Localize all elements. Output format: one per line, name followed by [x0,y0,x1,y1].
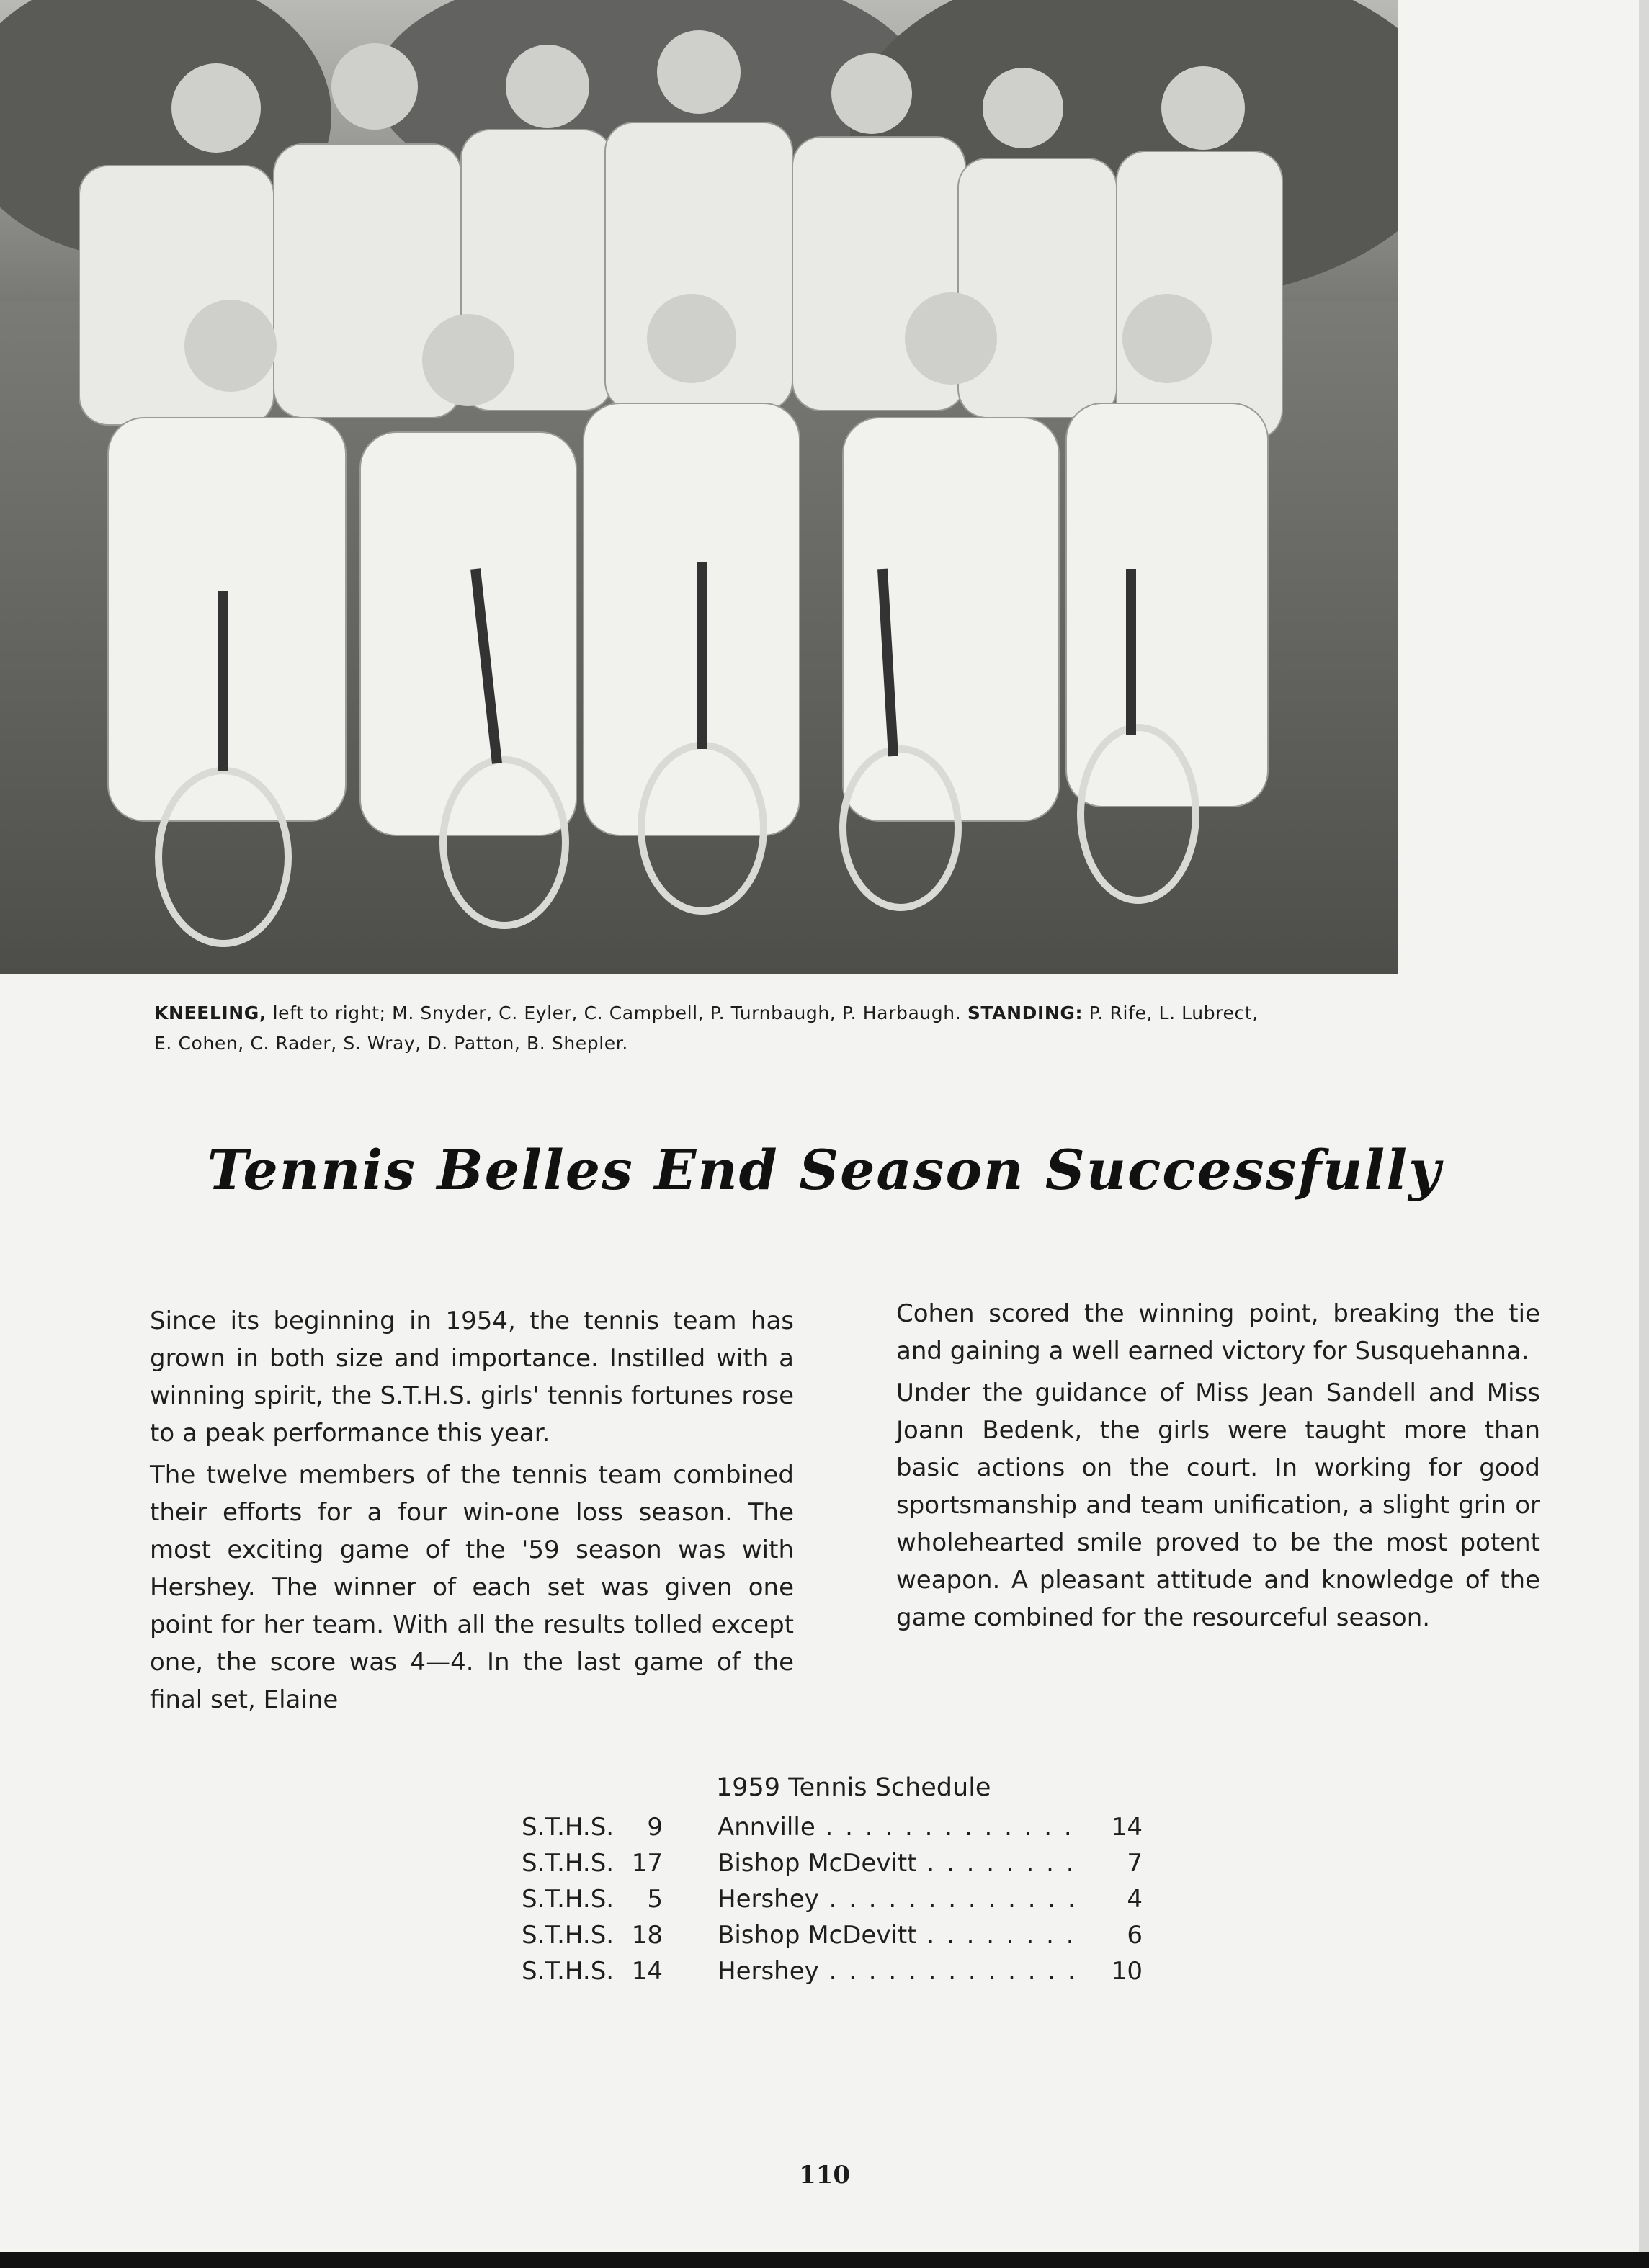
opponent-name: Hershey . . . [718,1881,1078,1917]
home-team: S.T.H.S. [522,1957,615,1986]
kneeling-names: left to right; M. Snyder, C. Eyler, C. Campbell, P. Turnbaugh, P. Harbaugh. [272,1003,962,1023]
article-paragraph: Since its beginning in 1954, the tennis team has grown in both size and importance. Instilled with a winning spirit, the S.T.H.S. girls' tennis fortunes rose to a peak performance this year. [150,1306,794,1448]
opponent-score: 14 [1081,1809,1143,1845]
opponent-name: Bishop McDevitt . . . [718,1917,1078,1953]
schedule-title: 1959 Tennis Schedule [716,1773,991,1802]
opponent-name: Bishop McDevitt . . . [718,1845,1078,1881]
schedule-row [522,1845,1170,1881]
article-right-column [896,1295,1540,1641]
home-team: S.T.H.S. [522,1849,615,1878]
standing-label: STANDING: [967,1003,1083,1023]
home-team: S.T.H.S. [522,1813,615,1842]
home-score: 5 [647,1885,663,1914]
home-score: 18 [631,1921,663,1950]
team-photo-illustration [0,0,1398,974]
page-edge-shadow [1639,0,1649,2268]
home-score: 14 [631,1957,663,1986]
home-score: 17 [631,1849,663,1878]
opponent-score: 6 [1081,1917,1143,1953]
photo-caption [154,998,1278,1059]
standing-names: P. Rife, L. Lubrect, E. Cohen, C. Rader, S. Wray, D. Patton, B. Shepler. [154,1003,1259,1054]
article-paragraph: Cohen scored the winning point, breaking the tie and gaining a well earned victory for Susquehanna. [896,1299,1540,1366]
schedule-row [522,1881,1170,1917]
home-team: S.T.H.S. [522,1885,615,1914]
opponent-score: 7 [1081,1845,1143,1881]
opponent-name: Annville . . . [718,1809,1078,1845]
headline: Tennis Belles End Season Successfully [207,1138,1442,1202]
opponent-score: 4 [1081,1881,1143,1917]
schedule-table [522,1809,1170,1989]
schedule-row [522,1953,1170,1989]
article-paragraph: Under the guidance of Miss Jean Sandell and Miss Joann Bedenk, the girls were taught more than basic actions on the court. In working for good sportsmanship and team unification, a slight grin or wholehearted smile proved to be the most potent weapon. A pleasant attitude and knowledge of the game combined for the resourceful season. [896,1379,1540,1632]
kneeling-label: KNEELING, [154,1003,267,1023]
article-paragraph: The twelve members of the tennis team combined their efforts for a four win-one loss season. The most exciting game of the '59 season was with Hershey. The winner of each set was given one point for her team. With all the results tolled except one, the score was 4—4. In the last game of the final set, Elaine [150,1461,794,1714]
home-team: S.T.H.S. [522,1921,615,1950]
home-score: 9 [647,1813,663,1842]
page-number: 110 [799,2161,850,2189]
opponent-score: 10 [1081,1953,1143,1989]
scan-bottom-border [0,2252,1649,2268]
schedule-row [522,1809,1170,1845]
team-photo [0,0,1398,974]
schedule-row [522,1917,1170,1953]
article-left-column [150,1302,794,1723]
opponent-name: Hershey . . . [718,1953,1078,1989]
